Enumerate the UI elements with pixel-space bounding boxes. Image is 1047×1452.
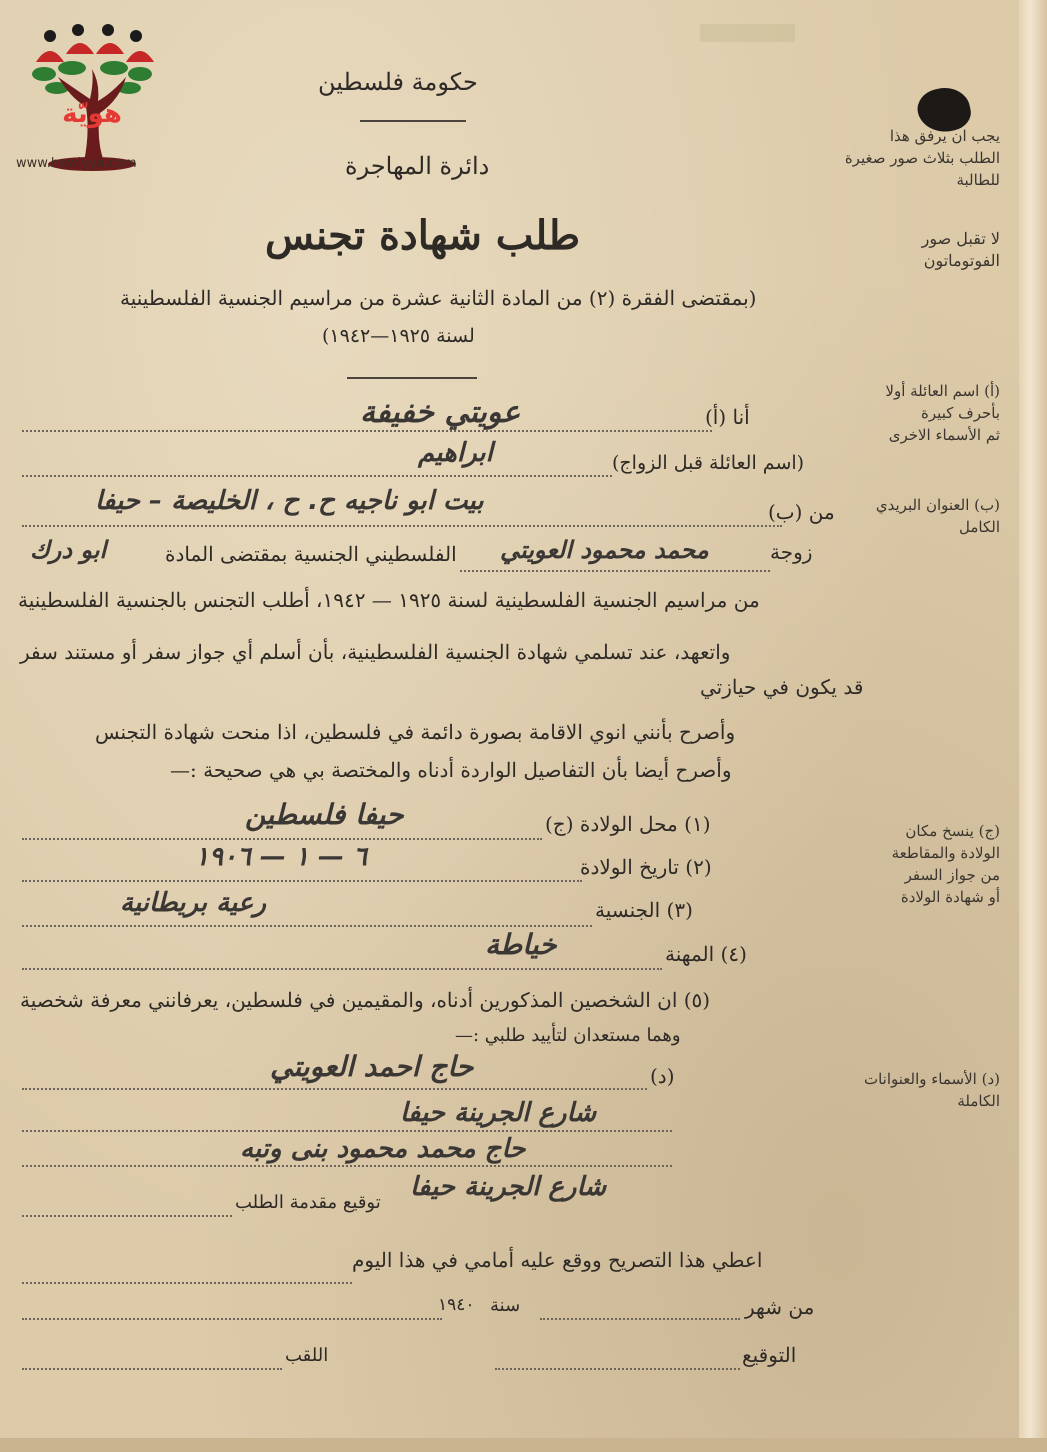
handwritten-reference1-name: حاج احمد العويتي [270,1050,474,1083]
pledge-line-2: قد يكون في حيازتي [700,675,864,699]
references-line-1: (٥) ان الشخصين المذكورين أدناه، والمقيمين في فلسطين، يعرفانني معرفة شخصية [20,988,711,1012]
reference2-name-line [22,1165,672,1167]
logo-url: www.howiyya.com [16,156,137,171]
side-note-no-photomaton: لا تقبل صور الفوتوماتون [921,229,1000,270]
pledge-line-1: واتعهد، عند تسلمي شهادة الجنسية الفلسطينية، بأن أسلم أي جواز سفر أو مستند سفر [20,640,731,664]
nationality-label: (٣) الجنسية [595,898,693,922]
nationality-article-text: الفلسطيني الجنسية بمقتضى المادة [165,542,457,566]
sign-dotted-line [495,1368,740,1370]
year-value: ١٩٤٠ [438,1295,475,1315]
page-edge [1019,0,1047,1452]
sworn-statement: اعطي هذا التصريح ووقع عليه أمامي في هذا اليوم [352,1248,763,1272]
handwritten-nationality: رعية بريطانية [120,888,266,918]
applicant-signature-label: توقيع مقدمة الطلب [235,1192,381,1213]
handwritten-birthdate: ٦ — ١ — ١٩٠٦ [195,842,368,872]
birthplace-dotted-line [22,838,542,840]
address-label: من (ب) [768,500,835,524]
logo-wordmark: هويّة [62,99,122,129]
name-dotted-line [22,430,712,432]
birthplace-label: (١) محل الولادة (ج) [545,812,711,836]
howiyya-logo-icon [22,22,172,177]
handwritten-birthplace: حيفا فلسطين [245,798,404,831]
birthdate-dotted-line [22,880,582,882]
side-note-d: (د) الأسماء والعنوانات الكاملة [863,1070,1000,1110]
signature-dotted-line [22,1215,232,1217]
side-note-a: (أ) اسم العائلة أولا بأحرف كبيرة ثم الأسماء الاخرى [885,382,1000,444]
birthdate-label: (٢) تاريخ الولادة [580,855,712,879]
profession-label: (٤) المهنة [665,942,747,966]
faint-stamp [700,24,795,42]
decrees-line: من مراسيم الجنسية الفلسطينية لسنة ١٩٢٥ — ١٩٤٢، أطلب التجنس بالجنسية الفلسطينية [18,588,760,612]
handwritten-address: بيت ابو ناجيه ح. ح ، الخليصة – حيفا [95,486,484,516]
department-heading: دائرة المهاجرة [345,152,490,180]
maiden-dotted-line [22,475,612,477]
declare-line-2: وأصرح أيضا بأن التفاصيل الواردة أدناه والمختصة بي هي صحيحة :— [170,758,732,782]
form-subtitle: (بمقتضى الفقرة (٢) من المادة الثانية عشرة من مراسيم الجنسية الفلسطينية [120,286,757,310]
month-label: من شهر [745,1295,815,1319]
maiden-label: (اسم العائلة قبل الزواج) [612,452,805,474]
declare-line-1: وأصرح بأنني انوي الاقامة بصورة دائمة في فلسطين، اذا منحت شهادة التجنس [95,720,736,744]
year-dotted-line [22,1318,442,1320]
form-subtitle-years: لسنة ١٩٢٥—١٩٤٢) [322,325,475,347]
handwritten-husband: محمد محمود العويتي [500,536,709,564]
handwritten-maiden-name: ابراهيم [418,438,493,468]
address-dotted-line [22,525,782,527]
handwritten-reference1-address: شارع الجرينة حيفا [400,1098,597,1128]
form-title: طلب شهادة تجنس [265,212,581,259]
handwritten-profession: خياطة [485,928,557,961]
handwritten-reference2-address: شارع الجرينة حيفا [410,1172,607,1202]
year-label: سنة [490,1295,521,1316]
side-note-b: (ب) العنوان البريدي الكامل [875,496,1000,536]
profession-dotted-line [22,968,662,970]
handwritten-article: ابو درك [30,536,107,564]
header-rule-2 [347,377,477,379]
header-rule-1 [360,120,466,122]
references-line-2: وهما مستعدان لتأييد طلبي :— [455,1025,681,1046]
handwritten-reference2-name: حاج محمد محمود بنى وتبه [240,1134,526,1164]
side-note-c: (ج) ينسخ مكان الولادة والمقاطعة من جواز السفر أو شهادة الولادة [891,822,1000,906]
husband-dotted-line [460,570,770,572]
title-dotted-line [22,1368,282,1370]
month-dotted-line [540,1318,740,1320]
government-heading: حكومة فلسطين [318,68,478,96]
references-d-label: (د) [650,1064,675,1088]
nationality-dotted-line [22,925,592,927]
reference1-name-line [22,1088,647,1090]
side-note-photos: يجب ان يرفق هذا الطلب بثلاث صور صغيرة للطالبة [844,127,1000,189]
sworn-date-dotted-line [22,1282,352,1284]
reference1-address-line [22,1130,672,1132]
title-label: اللقب [285,1345,329,1366]
sign-label: التوقيع [742,1343,797,1367]
wife-label: زوجة [770,540,813,564]
handwritten-name: عويتي خفيفة [360,395,521,430]
page-bottom-edge [0,1438,1047,1452]
name-label: أنا (أ) [705,405,750,429]
